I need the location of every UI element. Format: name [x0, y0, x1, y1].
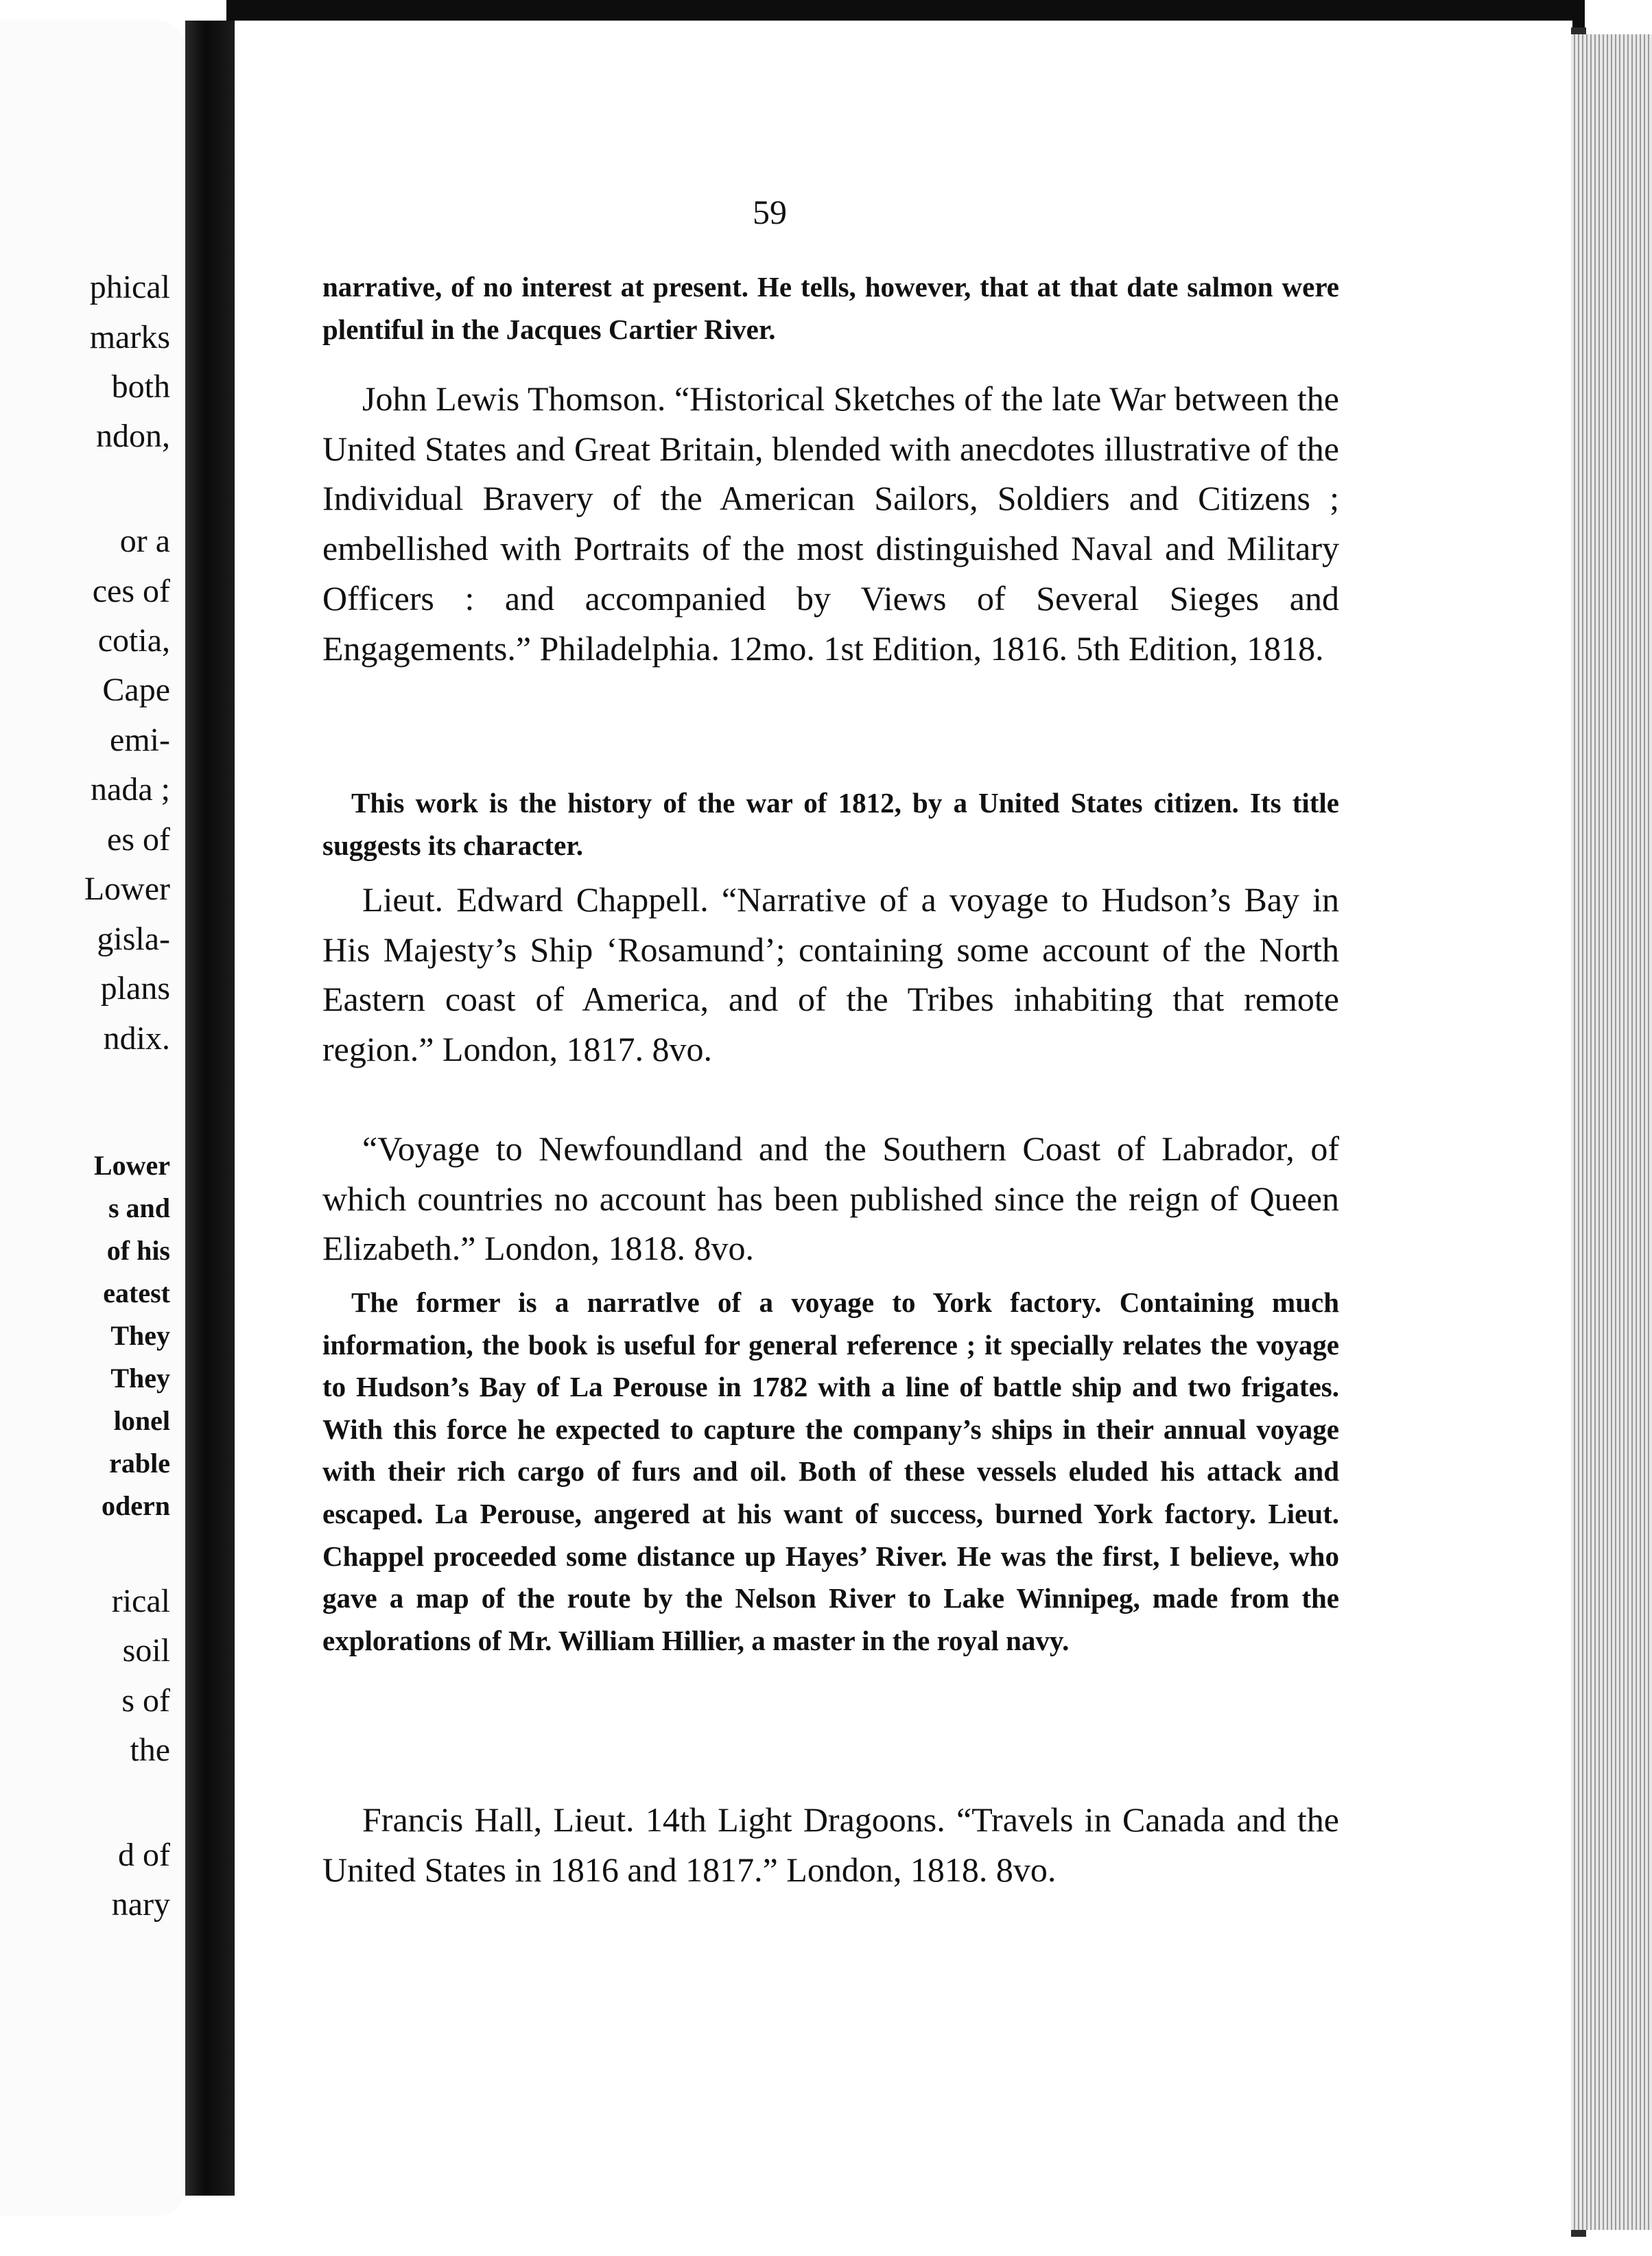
left-fragment: rical [111, 1583, 170, 1619]
paragraph-block [322, 782, 1339, 867]
left-fragment: d of [118, 1837, 170, 1873]
left-fragment: s and [108, 1192, 170, 1223]
left-fragment: plans [100, 970, 170, 1007]
left-fragment: soil [122, 1632, 170, 1669]
paragraph-block [322, 875, 1339, 1074]
left-fragment: ces of [92, 573, 170, 609]
paragraph-chappell-entry: Lieut. Edward Chappell. “Narrative of a voyage to Hudson’s Bay in His Majesty’s Ship ‘Rosamund’; containing some account of the North Eastern coast of America, and of the Tribes inhabiting that remote region.” London, 1817. 8vo. [322, 880, 1339, 1069]
left-fragment: Cape [102, 672, 170, 708]
left-fragment: es of [107, 821, 170, 858]
paragraph-thomson-note: This work is the history of the war of 1812, by a United States citizen. Its title suggests its character. [322, 787, 1339, 861]
left-fragment: both [111, 368, 170, 405]
paragraph-thomson-entry: John Lewis Thomson. “Historical Sketches of the late War between the United States and Great Britain, blended with anecdotes illustrative of the Individual Bravery of the American Sailors, Soldiers and Citizens ; embellished with Portraits of the most distinguished Naval and Military Officers : and accompanied by Views of Several Sieges and Engagements.” Philadelphia. 12mo. 1st Edition, 1816. 5th Edition, 1818. [322, 379, 1339, 668]
left-fragment: nada ; [91, 771, 170, 808]
left-fragment: s of [121, 1682, 170, 1719]
left-fragment: rable [109, 1448, 170, 1479]
left-facing-page [0, 21, 185, 2216]
left-fragment: odern [102, 1490, 170, 1521]
left-fragment: gisla- [97, 921, 170, 957]
main-page [235, 21, 1572, 2196]
left-fragment: ndon, [96, 418, 170, 454]
left-fragment: emi- [110, 722, 170, 758]
paragraph-chappell-note: The former is a narratlve of a voyage to York factory. Containing much information, the book is useful for general reference ; it specially relates the voyage to Hudson’s Bay of La Perouse in 1782 with a line of battle ship and two frigates. With this force he expected to capture the company’s ships in their annual voyage with their rich cargo of furs and oil. Both of these vessels eluded his attack and escaped. La Perouse, angered at his want of success, burned York factory. Lieut. Chappel proceeded some distance up Hayes’ River. He was the first, I believe, who gave a map of the route by the Nelson River to Lake Winnipeg, made from the explorations of Mr. William Hillier, a master in the royal navy. [322, 1286, 1339, 1656]
left-fragment: Lower [84, 871, 170, 907]
left-fragment: the [130, 1732, 170, 1768]
left-fragment: phical [89, 269, 170, 305]
left-fragment: They [110, 1320, 170, 1351]
paragraph-narrative-continuation: narrative, of no interest at present. He tells, however, that at that date salmon were plentiful in the Jacques Cartier River. [322, 271, 1339, 345]
paragraph-block [322, 374, 1339, 673]
left-fragment: lonel [113, 1405, 170, 1436]
left-fragment: nary [111, 1886, 170, 1923]
left-fragment: They [110, 1363, 170, 1394]
left-fragment: of his [106, 1235, 170, 1266]
left-fragment: cotia, [97, 622, 170, 659]
page-edges [1571, 34, 1652, 2230]
paragraph-block [322, 1795, 1339, 1894]
paragraph-block [322, 1124, 1339, 1273]
page-number: 59 [753, 193, 787, 231]
left-fragment: ndix. [103, 1020, 170, 1057]
left-fragment: or a [119, 523, 170, 559]
paragraph-block [322, 266, 1339, 351]
paragraph-hall-entry: Francis Hall, Lieut. 14th Light Dragoons. “Travels in Canada and the United States in 1816 and 1817.” London, 1818. 8vo. [322, 1800, 1339, 1889]
paragraph-block [322, 1282, 1339, 1662]
book-gutter [185, 21, 235, 2196]
left-fragment: eatest [103, 1278, 170, 1308]
left-fragment: Lower [93, 1150, 170, 1181]
paragraph-newfoundland-entry: “Voyage to Newfoundland and the Southern Coast of Labrador, of which countries no account has been published since the reign of Queen Elizabeth.” London, 1818. 8vo. [322, 1129, 1339, 1268]
left-fragment: marks [89, 319, 170, 355]
